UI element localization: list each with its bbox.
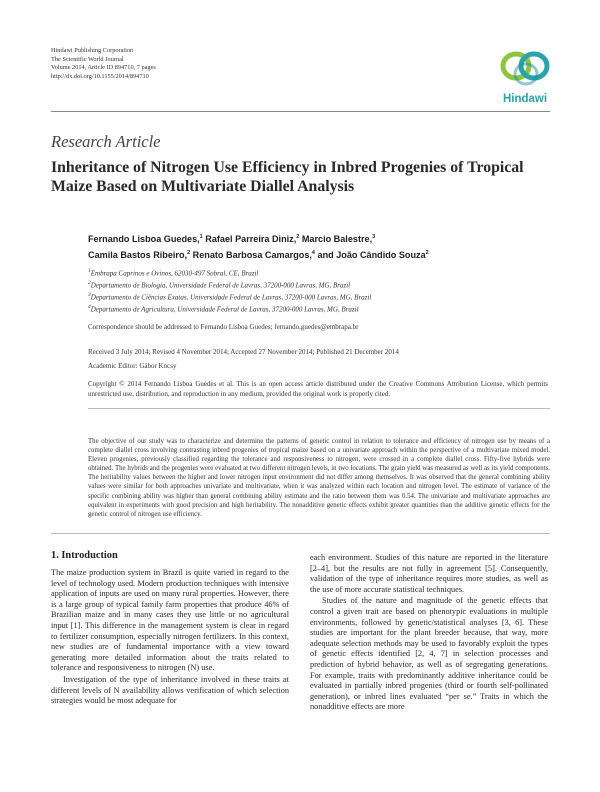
publication-dates: Received 3 July 2014; Revised 4 November 2014; Accepted 27 November 2014; Published 21 December 2014 [88, 348, 399, 356]
publisher-line: Hindawi Publishing Corporation [51, 47, 134, 54]
volume-line: Volume 2014, Article ID 894710, 7 pages [51, 64, 156, 72]
journal-header [51, 47, 156, 81]
paragraph: Studies of the nature and magnitude of the genetic effects that control a given trait are based on phenotypic evaluations in multiple environments, followed by genetic/statistical analyses [3, 6]. These studies are important for the plant breeder because, that way, more adequate selection methods may be used to favorably exploit the types of genetic effects identified [2, 4, 7] in selection processes and prediction of hybrid behavior, as well as of segregating generations. For example, traits with predominantly additive inheritance could be evaluated in partially inbred progenies (third or fourth self-pollinated generation), or inbred lines evaluated “per se.” Traits in which the nonadditive effects are more [310, 596, 548, 712]
affiliation-item: $^3$Departamento de Ciências Exatas, Universidade Federal de Lavras, 37200-000 Lavras, MG, Brazil [88, 291, 372, 302]
author: Renato Barbosa Camargos,$^4$ [192, 250, 315, 261]
paragraph: each environment. Studies of this nature are reported in the literature [2–4], but the results are not fully in agreement [5]. Consequently, validation of the type of inheritance requires more studies, as well as the use of more accurate statistical techniques. [310, 553, 548, 594]
article-title: Inheritance of Nitrogen Use Efficiency in Inbred Progenies of Tropical Maize Based on Multivariate Diallel Analysis [51, 159, 524, 195]
hindawi-logo-text: Hindawi [502, 93, 548, 105]
article-type: Research Article [51, 132, 161, 151]
author-list [88, 230, 548, 262]
header-divider [51, 111, 550, 112]
affiliation-item: $^2$Departamento de Biologia, Universidade Federal de Lavras, 37200-000 Lavras, MG, Brazil [88, 279, 351, 290]
affiliations [88, 267, 548, 315]
left-column [51, 568, 289, 707]
affiliation-item: $^1$Embrapa Caprinos e Ovinos, 62030-497 Sobral, CE, Brazil [88, 268, 259, 278]
paragraph: The maize production system in Brazil is quite varied in regard to the level of technology used. Modern production techniques with intensive application of inputs are used on many rural properties. However, there is a large group of typical family farm properties that produce 46% of Brazilian maize and in many cases they use little or no agricultural input [1]. This difference in the management system is clear in regard to fertilizer consumption, especially nitrogen fertilizers. In this context, new studies are of fundamental importance with a view toward generating more detailed information about the traits related to tolerance and responsiveness to nitrogen (N) use. [51, 568, 289, 673]
paragraph: Investigation of the type of inheritance involved in these traits at different levels of N availability allows verification of which selection strategies would be most adequate for [51, 674, 289, 706]
correspondence: Correspondence should be addressed to Fernando Lisboa Guedes; fernando.guedes@embrapa.br [88, 323, 359, 331]
author: Fernando Lisboa Guedes,$^1$ [88, 234, 203, 245]
copyright-notice: Copyright © 2014 Fernando Lisboa Guedes et al. This is an open access article distributed under the Creative Commons Attribution License, which permits unrestricted use, distribution, and reproduction in any medium, provided the original work is properly cited. [88, 380, 548, 398]
journal-name: The Scientific World Journal [51, 55, 124, 63]
abstract-divider [88, 408, 550, 409]
section-heading: 1. Introduction [51, 550, 118, 561]
author: Rafael Parreira Diniz,$^2$ [205, 234, 300, 245]
author: and João Cândido Souza$^2$ [317, 250, 429, 261]
doi-link[interactable]: http://dx.doi.org/10.1155/2014/894710 [51, 72, 149, 80]
abstract: The objective of our study was to characterize and determine the patterns of genetic control in relation to tolerance and efficiency of nitrogen use by means of a complete diallel cross involving contrasting inbred progenies of tropical maize based on a univariate approach within the perspective of a multivariate mixed model. Eleven progenies, previously classified regarding the tolerance and responsiveness to nitrogen, were crossed in a complete diallel cross. Fifty-five hybrids were obtained. The hybrids and the progenies were evaluated at two different nitrogen levels, in two locations. The grain yield was measured as well as its yield components. The heritability values between the higher and lower nitrogen input environment did not differ among themselves. It was observed that the general combining ability values were similar for both approaches univariate and multivariate, when it was analyzed within each location and nitrogen level. The estimate of variance of the specific combining ability was higher than general combining ability estimate and the ratio between them was 0.54. The univariate and multivariate approaches are equivalent in experiments with good precision and high heritability. The nonadditive genetic effects exhibit greater quantities than the additive genetic effects for the genetic control of nitrogen use efficiency. [88, 438, 550, 518]
right-column [310, 553, 548, 713]
author: Camila Bastos Ribeiro,$^2$ [88, 250, 191, 261]
abstract-bottom-divider [51, 533, 550, 534]
academic-editor: Academic Editor: Gábor Kocsy [88, 362, 177, 370]
affiliation-item: $^4$Departamento de Agricultura, Universidade Federal de Lavras, 37200-000 Lavras, MG, Brazil [88, 303, 359, 314]
author: Marcio Balestre,$^3$ [301, 234, 376, 245]
